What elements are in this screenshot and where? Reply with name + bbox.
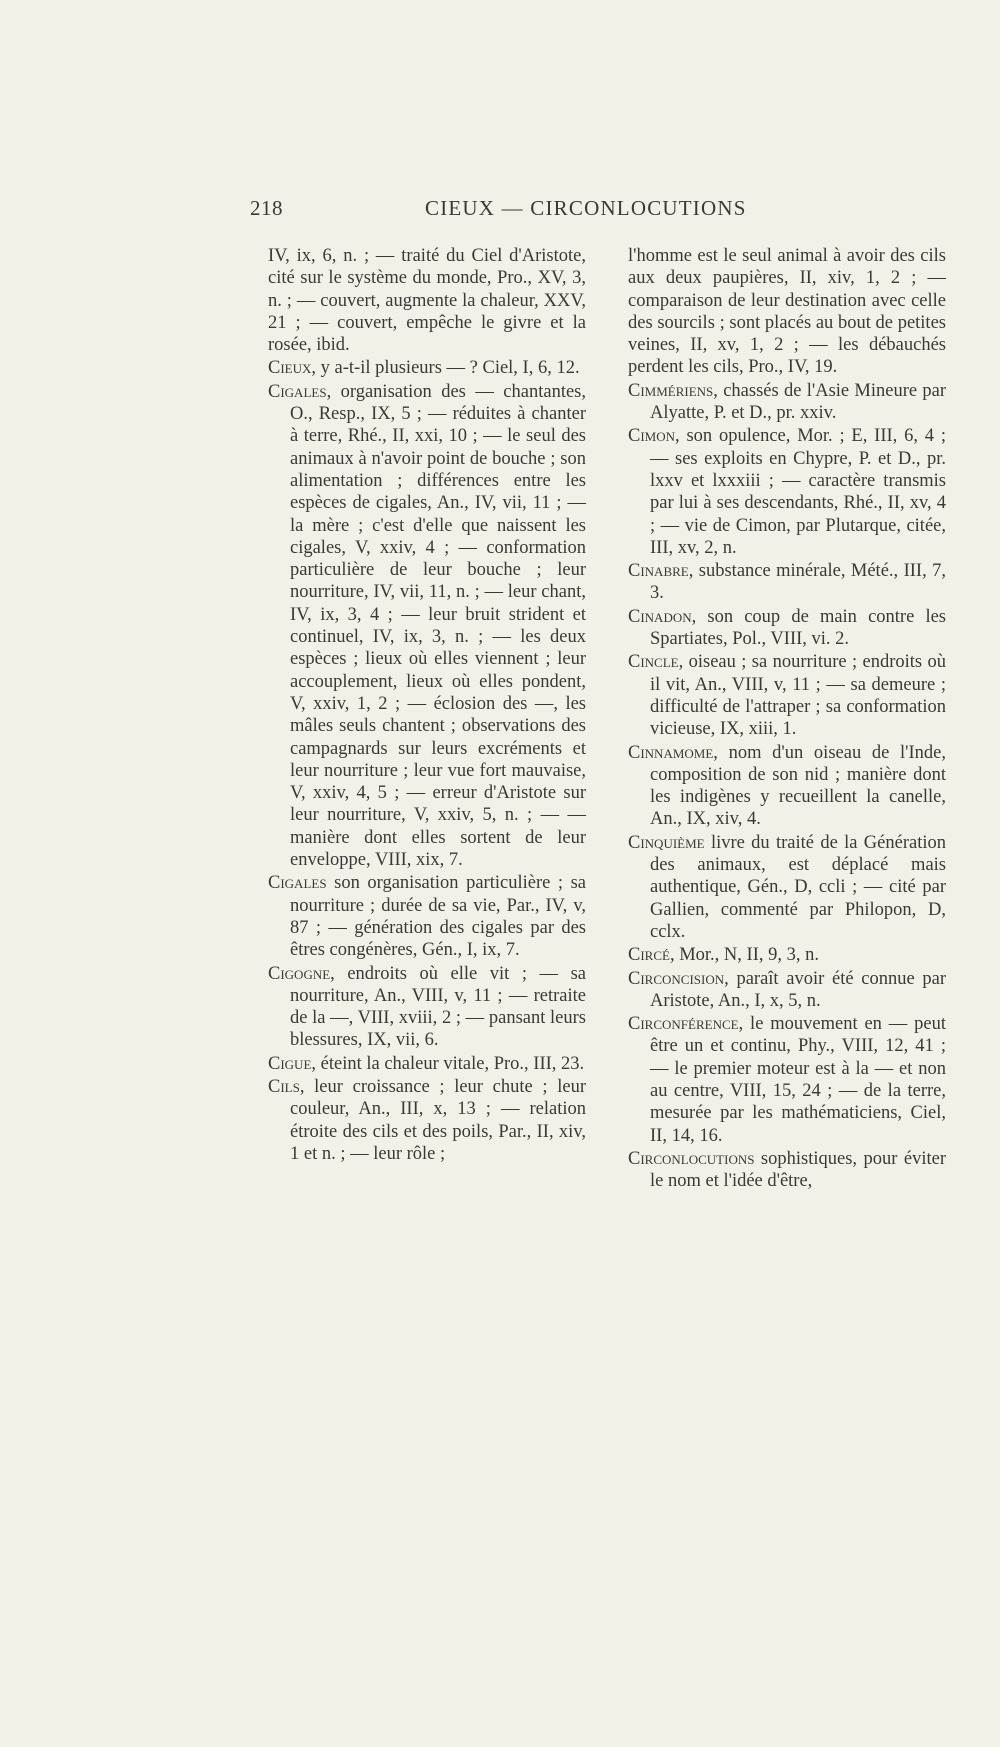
- entry-text: , substance minérale, Mété., III, 7, 3.: [650, 561, 946, 604]
- index-entry: [628, 944, 946, 966]
- index-entry: [628, 425, 946, 559]
- index-entry: [628, 968, 946, 1013]
- running-title: CIEUX — CIRCONLOCUTIONS: [425, 196, 747, 220]
- entry-text: , y a-t-il plusieurs — ? Ciel, I, 6, 12.: [311, 358, 580, 379]
- index-entry: [628, 560, 946, 605]
- entry-text: sophistiques, pour éviter le nom et l'idée d'être,: [650, 1148, 946, 1192]
- index-entry: [628, 1148, 946, 1193]
- entry-headword: Cinnamome: [628, 742, 714, 763]
- entry-headword: Cinabre: [628, 561, 689, 582]
- index-entry: [268, 963, 586, 1052]
- entry-text: , endroits où elle vit ; — sa nourriture, An., VIII, v, 11 ; — retraite de la —, VIII, xviii, 2 ; — pansant leurs blessures, IX, vii, 6.: [290, 963, 586, 1051]
- entry-headword: Cinadon: [628, 606, 692, 627]
- index-entry: [628, 380, 946, 425]
- entry-text: , leur croissance ; leur chute ; leur couleur, An., III, x, 13 ; — relation étroite des cils et des poils, Par., II, xiv, 1 et n. ; — leur rôle ;: [290, 1076, 586, 1164]
- entry-headword: Circonférence: [628, 1014, 739, 1035]
- entry-headword: Cils: [268, 1076, 300, 1097]
- index-entry: [628, 1013, 946, 1147]
- index-entry: [268, 1076, 586, 1165]
- entry-headword: Cigue: [268, 1053, 312, 1074]
- index-entry: [628, 606, 946, 651]
- page-number: 218: [250, 196, 283, 220]
- entry-text: , Mor., N, II, 9, 3, n.: [669, 945, 819, 966]
- entry-text: , oiseau ; sa nourriture ; endroits où il vit, An., VIII, v, 11 ; — sa demeure ; difficulté de l'attraper ; sa conformation vicieuse, IX, xiii, 1.: [650, 652, 946, 740]
- entry-text: , chassés de l'Asie Mineure par Alyatte, P. et D., pr. xxiv.: [650, 380, 946, 424]
- index-entry: [268, 872, 586, 961]
- index-entry: [628, 742, 946, 831]
- entry-text: son organisation particulière ; sa nourriture ; durée de sa vie, Par., IV, v, 87 ; — génération des cigales par des êtres congénères, Gén., I, ix, 7.: [290, 873, 586, 961]
- page-header: [250, 196, 760, 230]
- index-entry: [628, 832, 946, 943]
- right-column: [628, 245, 946, 1192]
- entry-text: , nom d'un oiseau de l'Inde, composition de son nid ; manière dont les indigènes y recueillent la canelle, An., IX, xiv, 4.: [650, 742, 946, 830]
- index-entry: [628, 651, 946, 740]
- entry-headword: Circoncision: [628, 968, 725, 989]
- index-entry: [628, 245, 946, 379]
- entry-headword: Cimmériens: [628, 380, 714, 401]
- index-entry: [268, 381, 586, 872]
- entry-headword: Cieux: [268, 358, 312, 379]
- left-column: [268, 245, 586, 1165]
- index-entry: [268, 357, 586, 379]
- entry-headword: Cimon: [628, 426, 676, 447]
- entry-text: , son coup de main contre les Spartiates, Pol., VIII, vi. 2.: [650, 606, 946, 650]
- entry-text: , son opulence, Mor. ; E, III, 6, 4 ; — ses exploits en Chypre, P. et D., pr. lxxv et lxxxiii ; — caractère transmis par lui à ses descendants, Rhé., II, xv, 4 ; — vie de Cimon, par Plutarque, citée, III, xv, 2, n.: [650, 426, 946, 558]
- entry-text: , éteint la chaleur vitale, Pro., III, 23.: [311, 1053, 585, 1074]
- entry-text: livre du traité de la Génération des animaux, est déplacé mais authentique, Gén., D, ccli ; — cité par Gallien, commenté par Philopon, D, cclx.: [650, 832, 946, 942]
- entry-text: , le mouvement en — peut être un et continu, Phy., VIII, 12, 41 ; — le premier moteur est à la — et non au centre, VIII, 15, 24 ; — de la terre, mesurée par les mathématiciens, Ciel, II, 14, 16.: [650, 1014, 946, 1146]
- entry-headword: Cincle: [628, 652, 679, 673]
- entry-headword: Cigogne: [268, 963, 331, 984]
- entry-headword: Cigales: [268, 381, 327, 402]
- entry-text: , organisation des — chantantes, O., Resp., IX, 5 ; — réduites à chanter à terre, Rhé., II, xxi, 10 ; — le seul des animaux à n'avoir point de bouche ; son alimentation ; différences entre les espèces de cigales, An., IV, vii, 11 ; — la mère ; c'est d'elle que naissent les cigales, V, xxiv, 4 ; — conformation particulière de leur bouche ; leur nourriture, IV, vii, 11, n. ; — leur chant, IV, ix, 3, 4 ; — leur bruit strident et continuel, IV, ix, 3, n. ; — les deux espèces ; lieux où elles viennent ; leur accouplement, lieux où elles pondent, V, xxiv, 1, 2 ; — éclosion des —, les mâles seuls chantent ; observations des campagnards sur leurs excréments et leur nourriture ; leur vue fort mauvaise, V, xxiv, 4, 5 ; — erreur d'Aristote sur leur nourriture, V, xxiv, 5, n. ; — — manière dont elles sortent de leur enveloppe, VIII, xix, 7.: [290, 381, 586, 871]
- entry-headword: Circé: [628, 945, 670, 966]
- entry-text: , paraît avoir été connue par Aristote, An., I, x, 5, n.: [650, 968, 946, 1011]
- entry-text: l'homme est le seul animal à avoir des cils aux deux paupières, II, xiv, 1, 2 ; — comparaison de leur destination avec celle des sourcils ; sont placés au bout de petites veines, II, xv, 1, 2 ; — les débauchés perdent les cils, Pro., IV, 19.: [628, 246, 946, 378]
- index-entry: [268, 245, 586, 356]
- entry-text: IV, ix, 6, n. ; — traité du Ciel d'Aristote, cité sur le système du monde, Pro., XV, 3, n. ; — couvert, augmente la chaleur, XXV, 21 ; — couvert, empêche le givre et la rosée, ibid.: [268, 246, 586, 356]
- entry-headword: Cinquième: [628, 832, 705, 853]
- entry-headword: Circonlocutions: [628, 1148, 755, 1169]
- entry-headword: Cigales: [268, 873, 327, 894]
- index-entry: [268, 1053, 586, 1075]
